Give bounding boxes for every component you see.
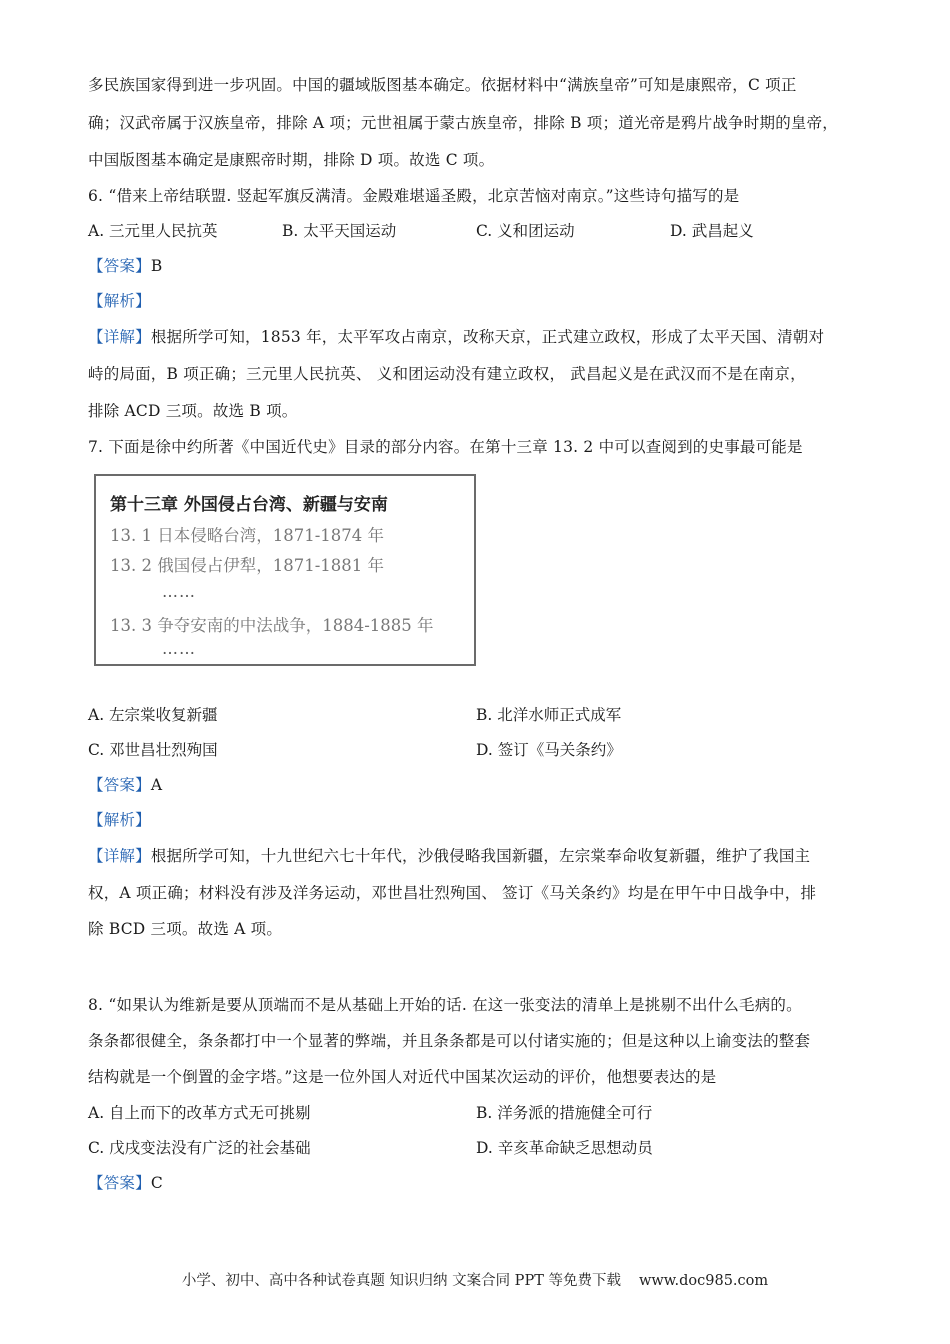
- q7-catalog-title: 第十三章 外国侵占台湾、新疆与安南: [110, 495, 388, 515]
- q6-answer-value: B: [150, 257, 163, 275]
- q6-detail-line-1: [88, 325, 870, 349]
- q7-stem: 7. 下面是徐中约所著《中国近代史》目录的部分内容。在第十三章 13. 2 中可以查阅到的史事最可能是: [88, 438, 803, 456]
- q6-answer: [88, 254, 870, 278]
- q8-answer-tag: 【答案】: [88, 1174, 151, 1192]
- prev-explain-line-2: 确；汉武帝属于汉族皇帝，排除 A 项；元世祖属于蒙古族皇帝，排除 B 项；道光帝是鸦片战争时期的皇帝，: [88, 114, 838, 132]
- q7-analysis-tag: 【解析】: [88, 811, 151, 829]
- q7-detail-line-1: [88, 844, 870, 868]
- q7-option-d: D. 签订《马关条约》: [476, 741, 622, 759]
- q7-catalog-item-13-1: 13. 1 日本侵略台湾，1871-1874 年: [110, 526, 385, 545]
- q8-stem-line-1: 8. “如果认为维新是要从顶端而不是从基础上开始的话. 在这一张变法的清单上是挑剔不出什么毛病的。: [88, 996, 802, 1014]
- q8-option-d: D. 辛亥革命缺乏思想动员: [476, 1139, 653, 1157]
- q8-option-b: B. 洋务派的措施健全可行: [476, 1104, 653, 1122]
- q6-option-c: C. 义和团运动: [476, 222, 575, 240]
- q7-catalog-item-13-3: 13. 3 争夺安南的中法战争，1884-1885 年: [110, 616, 434, 635]
- q6-stem: 6. “借来上帝结联盟. 竖起军旗反满清。金殿难堪遥圣殿，北京苦恼对南京。”这些诗句描写的是: [88, 187, 740, 205]
- q7-detail-text-1: 根据所学可知，十九世纪六七十年代，沙俄侵略我国新疆，左宗棠奉命收复新疆，维护了我国主: [150, 847, 811, 865]
- q7-detail-line-3: 除 BCD 三项。故选 A 项。: [88, 920, 283, 938]
- q7-answer-value: A: [150, 776, 163, 794]
- q8-stem-line-2: 条条都很健全，条条都打中一个显著的弊端，并且条条都是可以付诸实施的；但是这种以上谕变法的整套: [88, 1032, 811, 1050]
- q7-answer-tag: 【答案】: [88, 776, 151, 794]
- q7-option-b: B. 北洋水师正式成军: [476, 706, 622, 724]
- q7-option-c: C. 邓世昌壮烈殉国: [88, 741, 218, 759]
- q6-option-b: B. 太平天国运动: [282, 222, 397, 240]
- q6-analysis-tag: 【解析】: [88, 292, 151, 310]
- q7-catalog-ellipsis-1: ……: [162, 582, 196, 601]
- q6-detail-line-3: 排除 ACD 三项。故选 B 项。: [88, 402, 298, 420]
- q7-catalog-box: [94, 474, 476, 666]
- q6-answer-tag: 【答案】: [88, 257, 151, 275]
- q6-option-d: D. 武昌起义: [670, 222, 754, 240]
- footer-text: 小学、初中、高中各种试卷真题 知识归纳 文案合同 PPT 等免费下载: [181, 1273, 621, 1289]
- q6-detail-tag: 【详解】: [88, 328, 151, 346]
- q6-detail-line-2: 峙的局面，B 项正确；三元里人民抗英、 义和团运动没有建立政权， 武昌起义是在武汉而不是在南京，: [88, 365, 806, 383]
- page-footer: [0, 1269, 950, 1290]
- q6-option-a: A. 三元里人民抗英: [88, 222, 218, 240]
- q7-option-a: A. 左宗棠收复新疆: [88, 706, 218, 724]
- q8-answer-value: C: [150, 1174, 163, 1192]
- q8-option-c: C. 戊戌变法没有广泛的社会基础: [88, 1139, 311, 1157]
- prev-explain-line-3: 中国版图基本确定是康熙帝时期，排除 D 项。故选 C 项。: [88, 151, 495, 169]
- q7-catalog-item-13-2: 13. 2 俄国侵占伊犁，1871-1881 年: [110, 556, 385, 575]
- q7-detail-line-2: 权，A 项正确；材料没有涉及洋务运动，邓世昌壮烈殉国、 签订《马关条约》均是在甲午中日战争中，排: [88, 884, 817, 902]
- prev-explain-line-1: 多民族国家得到进一步巩固。中国的疆域版图基本确定。依据材料中“满族皇帝”可知是康熙帝，C 项正: [88, 76, 797, 94]
- q6-detail-text-1: 根据所学可知，1853 年，太平军攻占南京，改称天京，正式建立政权，形成了太平天国、清朝对: [150, 328, 825, 346]
- q7-detail-tag: 【详解】: [88, 847, 151, 865]
- q8-answer: [88, 1171, 870, 1195]
- footer-site-link[interactable]: www.doc985.com: [638, 1273, 769, 1289]
- q7-answer: [88, 773, 870, 797]
- q7-catalog-ellipsis-2: ……: [162, 639, 196, 658]
- q8-stem-line-3: 结构就是一个倒置的金字塔。”这是一位外国人对近代中国某次运动的评价，他想要表达的是: [88, 1068, 717, 1086]
- q8-option-a: A. 自上而下的改革方式无可挑剔: [88, 1104, 311, 1122]
